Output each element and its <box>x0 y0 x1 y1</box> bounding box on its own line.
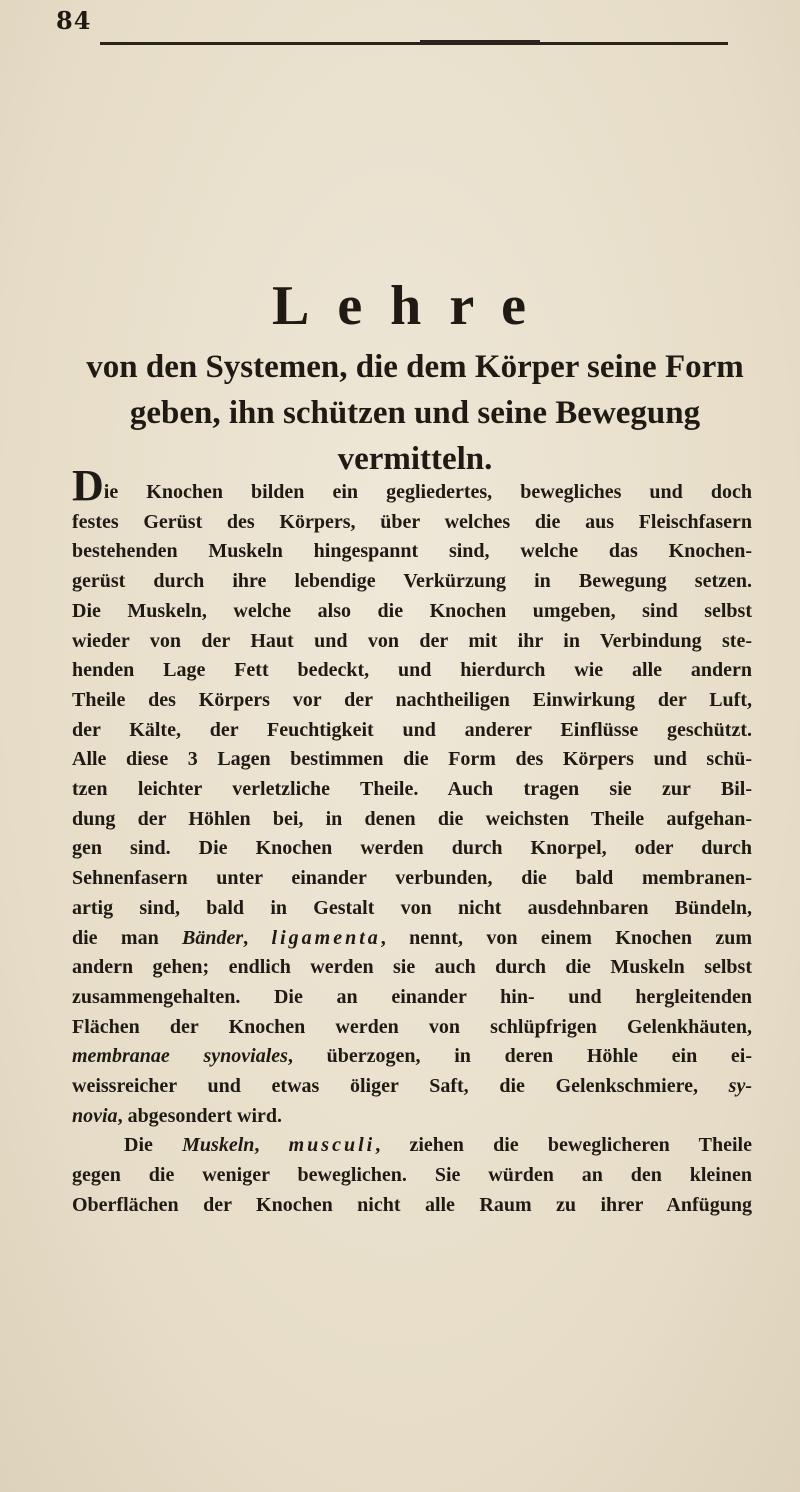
term-musculi: musculi <box>288 1134 376 1157</box>
p1-line-9: der Kälte, der Feuchtigkeit und anderer Einflüsse geschützt. <box>72 718 752 741</box>
p1-line-12: dung der Höhlen bei, in denen die weichsten Theile aufgehan- <box>72 807 752 830</box>
p1-line-10: Alle diese 3 Lagen bestimmen die Form des Körpers und schü- <box>72 748 752 771</box>
p1-line-15: artig sind, bald in Gestalt von nicht ausdehnbaren Bündeln, <box>72 896 752 919</box>
chapter-title: Lehre <box>271 275 555 337</box>
term-synovia-part1: sy- <box>728 1075 752 1098</box>
p1-line-21: weissreicher und etwas öliger Saft, die Gelenkschmiere, sy- <box>72 1075 752 1098</box>
p2-line-3: Oberflächen der Knochen nicht alle Raum zu ihrer Anfügung <box>72 1193 752 1216</box>
p1-line-17: andern gehen; endlich werden sie auch durch die Muskeln selbst <box>72 956 752 979</box>
term-muskeln: Muskeln <box>182 1134 255 1157</box>
p1-line-16: die man Bänder, ligamenta, nennt, von einem Knochen zum <box>72 926 752 949</box>
p1-line-1: Die Knochen bilden ein gegliedertes, bewegliches und doch <box>72 461 752 510</box>
chapter-subtitle <box>70 344 760 482</box>
p1-line-19: Flächen der Knochen werden von schlüpfrigen Gelenkhäuten, <box>72 1015 752 1038</box>
p1-line-22: novia, abgesondert wird. <box>72 1104 283 1127</box>
p1-line-5: Die Muskeln, welche also die Knochen umgeben, sind selbst <box>72 599 752 622</box>
body-text <box>72 461 752 1221</box>
header-rule <box>100 42 728 45</box>
p2-line-1: Die Muskeln, musculi, ziehen die beweglicheren Theile <box>124 1134 752 1157</box>
subtitle-line-2: geben, ihn schützen und seine Bewegung <box>129 395 701 431</box>
subtitle-line-1: von den Systemen, die dem Körper seine Form <box>86 349 744 385</box>
subtitle-line-3: vermitteln. <box>337 441 493 477</box>
term-synovia-part2: novia <box>72 1104 118 1127</box>
term-ligamenta: ligamenta <box>271 926 381 949</box>
p1-line-14: Sehnenfasern unter einander verbunden, die bald membranen- <box>72 867 752 890</box>
p1-line-8: Theile des Körpers vor der nachtheiligen Einwirkung der Luft, <box>72 688 752 711</box>
header-rule-thick <box>420 40 540 44</box>
page-number: 84 <box>56 6 92 35</box>
term-baender: Bänder <box>182 926 244 949</box>
p1-line-2: festes Gerüst des Körpers, über welches die aus Fleischfasern <box>72 510 752 533</box>
p2-line-2: gegen die weniger beweglichen. Sie würden an den kleinen <box>72 1164 752 1187</box>
p1-line-6: wieder von der Haut und von der mit ihr in Verbindung ste- <box>72 629 752 652</box>
drop-cap: D <box>72 461 104 510</box>
p1-line-20: membranae synoviales, überzogen, in deren Höhle ein ei- <box>72 1045 752 1068</box>
p1-line-7: henden Lage Fett bedeckt, und hierdurch wie alle andern <box>72 659 752 682</box>
p1-line-18: zusammengehalten. Die an einander hin- und hergleitenden <box>72 985 752 1008</box>
p1-line-13: gen sind. Die Knochen werden durch Knorpel, oder durch <box>72 837 752 860</box>
p1-line-11: tzen leichter verletzliche Theile. Auch tragen sie zur Bil- <box>72 778 752 801</box>
p1-line-4: gerüst durch ihre lebendige Verkürzung in Bewegung setzen. <box>72 570 752 593</box>
p1-line-3: bestehenden Muskeln hingespannt sind, welche das Knochen- <box>72 540 752 563</box>
term-membranae-synoviales: membranae synoviales <box>72 1045 288 1068</box>
